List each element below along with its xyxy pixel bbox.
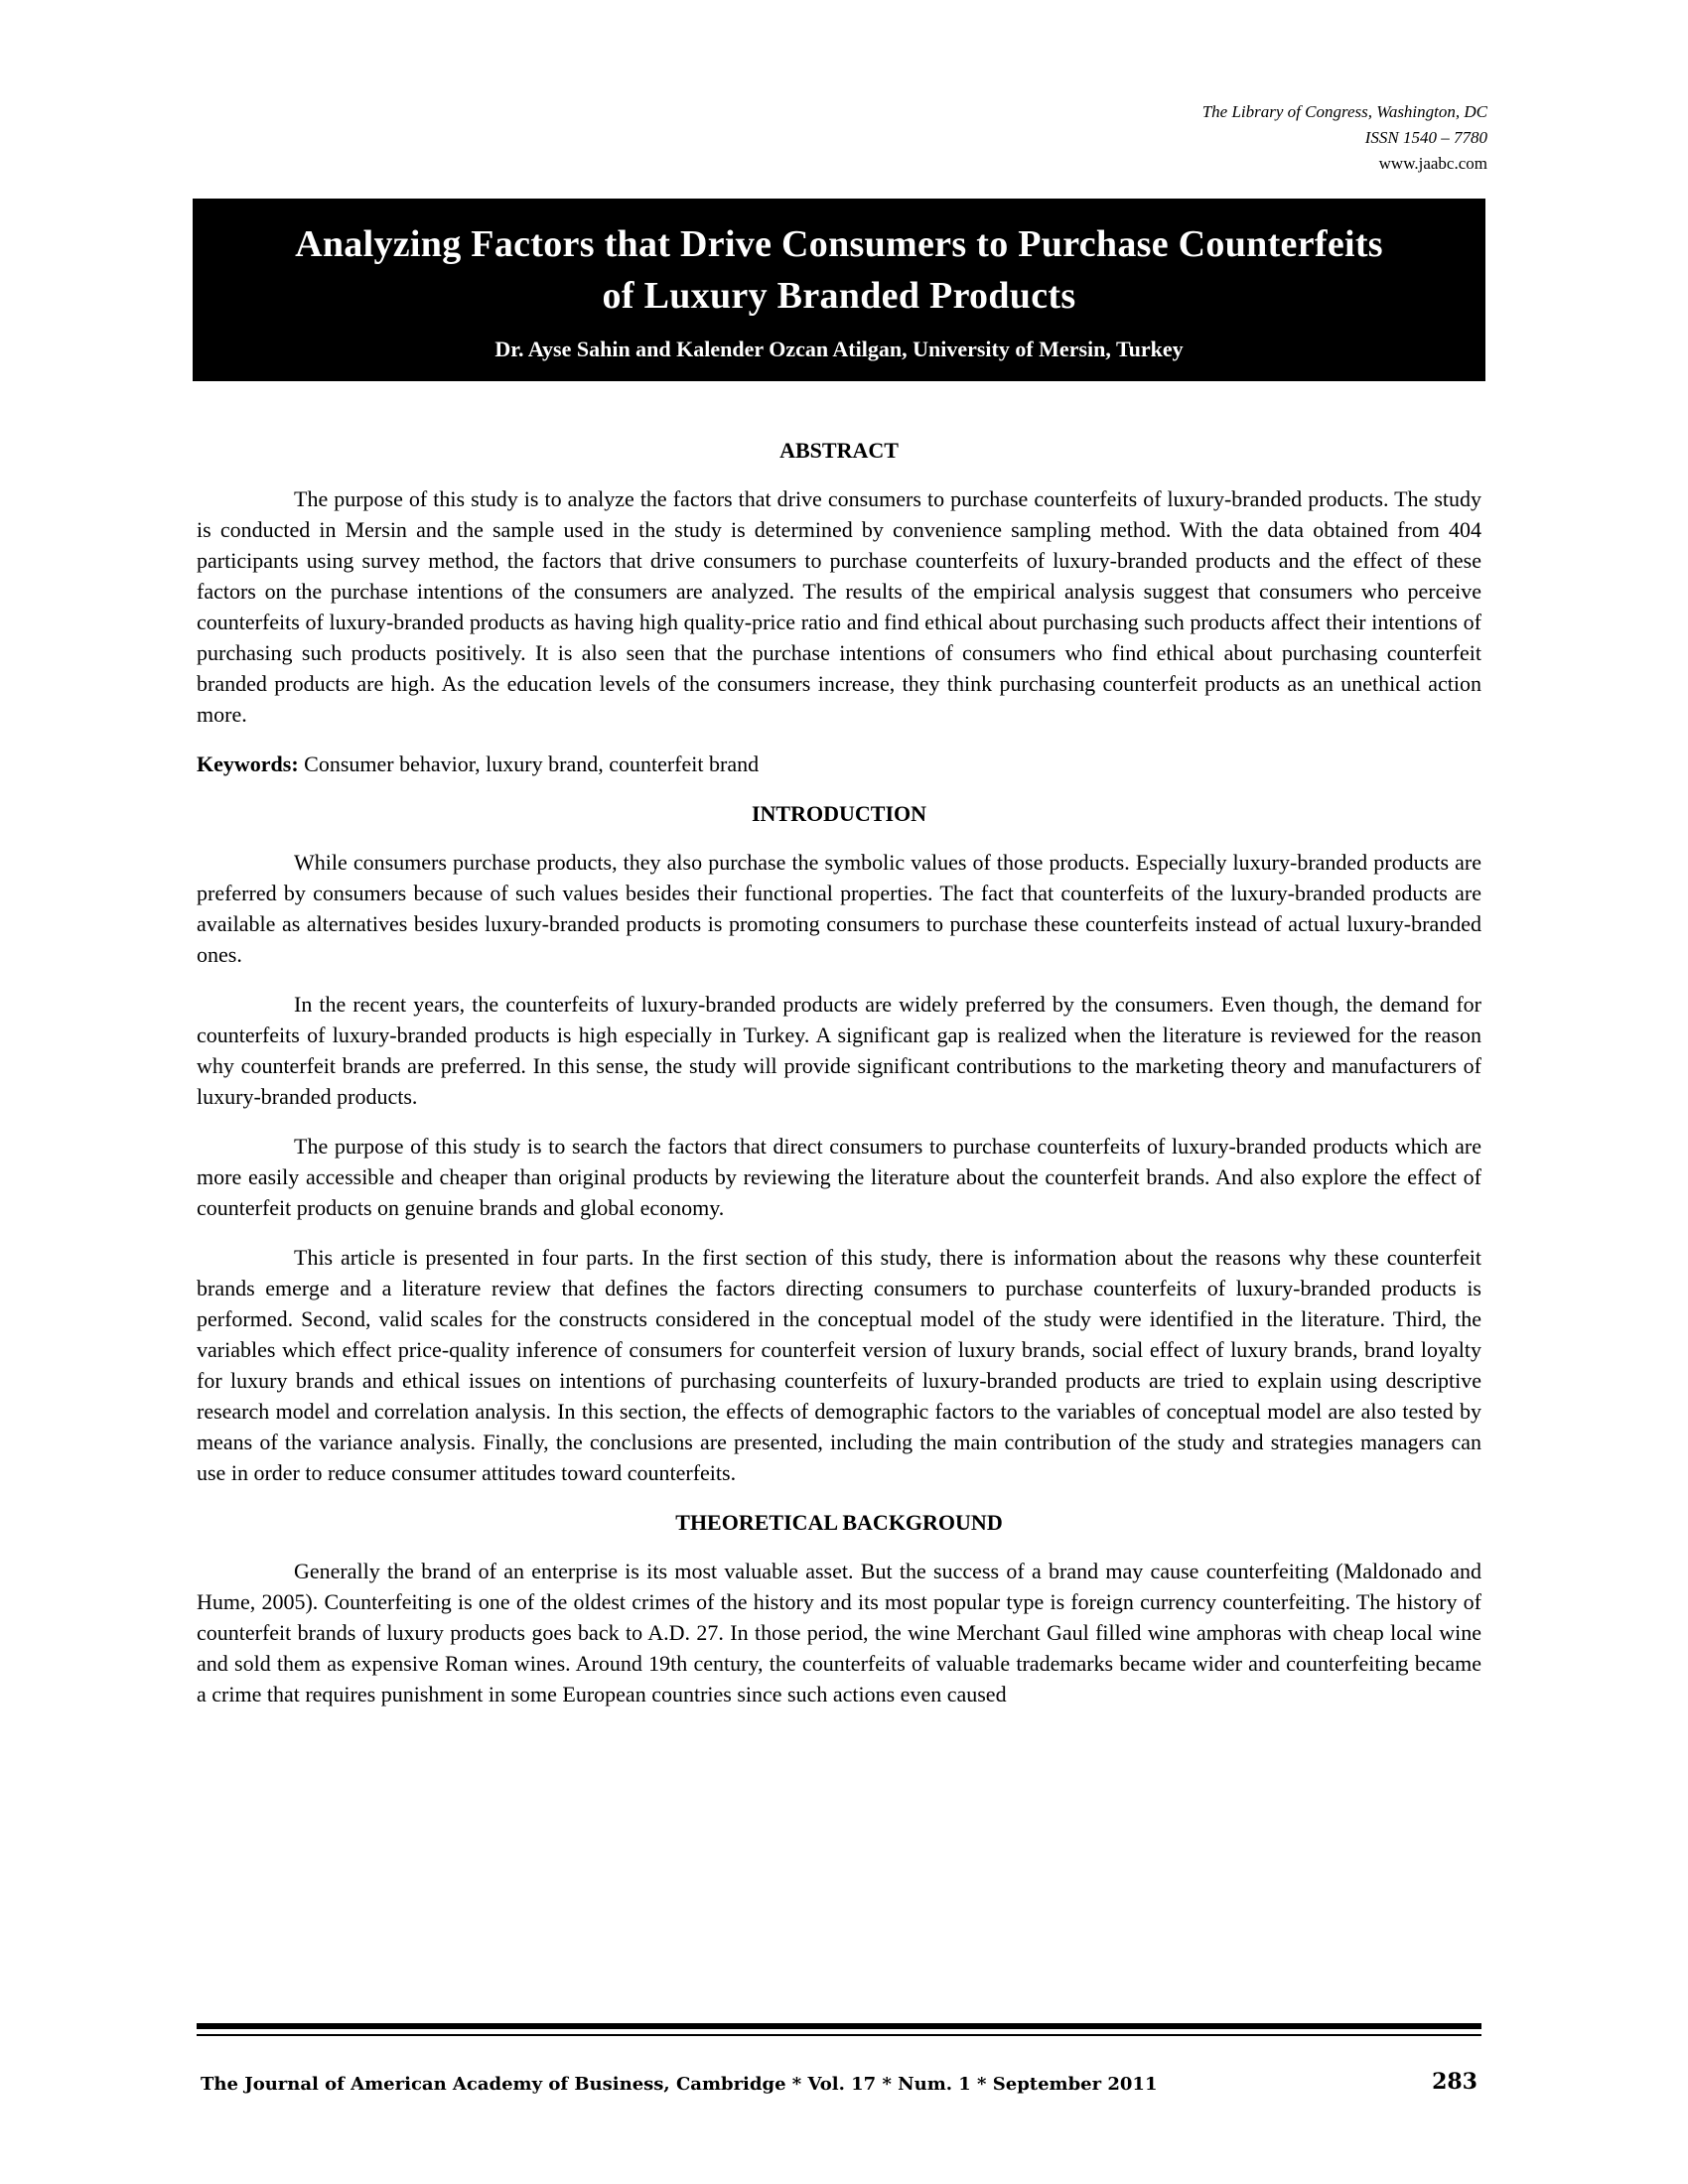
header-library: The Library of Congress, Washington, DC — [1201, 102, 1487, 121]
theory-paragraph: Generally the brand of an enterprise is its most valuable asset. But the success of a brand may cause counterfeiting (Maldonado and Hume, 2005). Counterfeiting is one of the oldest crimes of the history and its most popular type is foreign currency counterfeiting. The history of counterfeit brands of luxury products goes back to A.D. 27. In those period, the wine Merchant Gaul filled wine amphoras with cheap local wine and sold them as expensive Roman wines. Around 19th century, the counterfeits of valuable trademarks became wider and counterfeiting became a crime that requires punishment in some European countries since such actions even caused — [197, 1559, 1481, 1706]
keywords-text: Consumer behavior, luxury brand, counterfeit brand — [304, 751, 760, 776]
intro-paragraph: The purpose of this study is to search the factors that direct consumers to purchase counterfeits of luxury-branded products which are more easily accessible and cheaper than original products by reviewing the literature about the counterfeit brands. And also explore the effect of counterfeit products on genuine brands and global economy. — [197, 1134, 1481, 1220]
introduction-heading: INTRODUCTION — [751, 801, 927, 826]
title-banner — [193, 199, 1485, 381]
header-url: www.jaabc.com — [1378, 154, 1487, 173]
journal-header — [1202, 99, 1487, 177]
footer-rule — [197, 2023, 1481, 2029]
title-line-1: Analyzing Factors that Drive Consumers to Purchase Counterfeits — [295, 223, 1383, 265]
intro-paragraph: This article is presented in four parts. In the first section of this study, there is information about the reasons why these counterfeit brands emerge and a literature review that defines the factors directing consumers to purchase counterfeits of luxury-branded products is performed. Second, valid scales for the constructs considered in the conceptual model of the study were identified in the literature. Third, the variables which effect price-quality inference of consumers for counterfeit version of luxury brands, social effect of luxury brands, brand loyalty for luxury brands and ethical issues on intentions of purchasing counterfeits of luxury-branded products are tried to explain using descriptive research model and correlation analysis. In this section, the effects of demographic factors to the variables of conceptual model are also tested by means of the variance analysis. Finally, the conclusions are presented, including the main contribution of the study and strategies managers can use in order to reduce consumer attitudes toward counterfeits. — [197, 1245, 1481, 1485]
keywords-label: Keywords: — [197, 751, 299, 776]
header-issn: ISSN 1540 – 7780 — [1364, 128, 1487, 147]
page-number: 283 — [1432, 2069, 1477, 2095]
footer-rule-thin — [197, 2034, 1481, 2036]
authors: Dr. Ayse Sahin and Kalender Ozcan Atilgan, University of Mersin, Turkey — [494, 337, 1184, 361]
keywords — [197, 749, 1481, 779]
footer-journal-citation: The Journal of American Academy of Business, Cambridge * Vol. 17 * Num. 1 * September 2011 — [201, 2074, 1158, 2095]
title-line-2: of Luxury Branded Products — [602, 275, 1076, 317]
abstract-heading: ABSTRACT — [779, 438, 899, 463]
abstract-text: The purpose of this study is to analyze the factors that drive consumers to purchase counterfeits of luxury-branded products. The study is conducted in Mersin and the sample used in the study is determined by convenience sampling method. With the data obtained from 404 participants using survey method, the factors that drive consumers to purchase counterfeits of luxury-branded products and the effect of these factors on the purchase intentions of the consumers are analyzed. The results of the empirical analysis suggest that consumers who perceive counterfeits of luxury-branded products as having high quality-price ratio and find ethical about purchasing such products affect their intentions of purchasing such products positively. It is also seen that the purchase intentions of consumers who find ethical about purchasing counterfeit branded products are high. As the education levels of the consumers increase, they think purchasing counterfeit products as an unethical action more. — [197, 486, 1481, 727]
theoretical-background-heading: THEORETICAL BACKGROUND — [675, 1510, 1003, 1535]
paper-body — [197, 435, 1481, 1728]
paper-title — [193, 218, 1485, 322]
intro-paragraph: While consumers purchase products, they also purchase the symbolic values of those products. Especially luxury-branded products are preferred by consumers because of such values besides their functional properties. The fact that counterfeits of the luxury-branded products are available as alternatives besides luxury-branded products is promoting consumers to purchase these counterfeits instead of actual luxury-branded ones. — [197, 850, 1481, 967]
intro-paragraph: In the recent years, the counterfeits of luxury-branded products are widely preferred by the consumers. Even though, the demand for counterfeits of luxury-branded products is high especially in Turkey. A significant gap is realized when the literature is reviewed for the reason why counterfeit brands are preferred. In this sense, the study will provide significant contributions to the marketing theory and manufacturers of luxury-branded products. — [197, 992, 1481, 1109]
